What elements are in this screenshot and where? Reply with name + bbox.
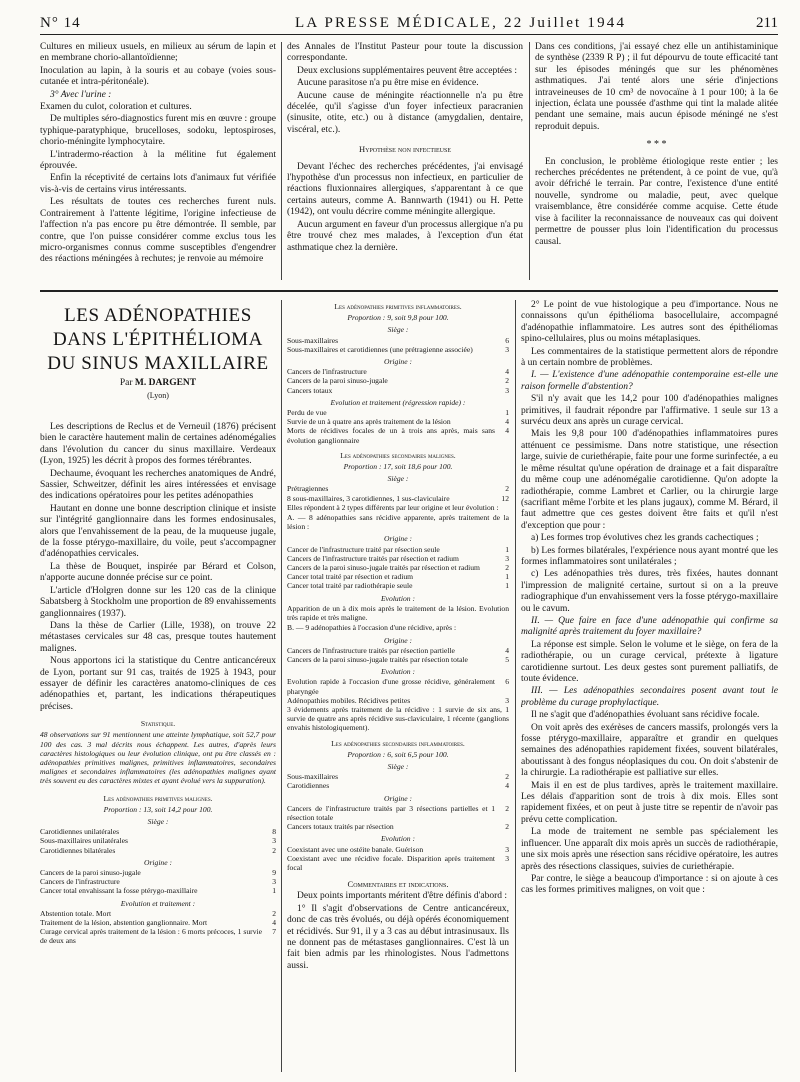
column-divider	[515, 300, 516, 1072]
table-proportion: Proportion : 6, soit 6,5 pour 100.	[347, 749, 449, 759]
table-subheading: Siège :	[387, 474, 409, 484]
table-note: B. — 9 adénopathies à l'occasion d'une récidive, après :	[287, 623, 457, 633]
top-column-1	[40, 42, 276, 282]
table-row: Cancers totaux traités par résection 2	[287, 822, 509, 832]
page-header	[40, 13, 778, 35]
paragraph: Mais les 9,8 pour 100 d'adénopathies inflammatoires pures atténuent ce pessimisme. Dans notre statistique, une résection large, suivie de curiethérapie, faite pour une forme surinfectée, a eu le même résultat qu'une opération de drainage et a fait disparaître du même coup une adénomégalie carotidienne. Qu'on adopte la radiothérapie, comme Lambret et Carlier, ou la chirurgie large (sacrifiant même l'orbite et les plans jugaux), comme M. Bérard, il faut admettre que ces gestes doivent être faits et qu'il n'est d'exception que pour :	[521, 429, 778, 531]
paragraph: Il ne s'agit que d'adénopathies évoluant sans récidive focale.	[531, 710, 760, 721]
paragraph: Hautant en donne une bonne description clinique et insiste sur l'intégrité ganglionnaire dans les formes endosinusales, alors que l'envahissement de la peau, de la muqueuse jugale, de la fosse ptérygo-maxillaire, du voile, peut s'accompagner d'adénopathies cervicales.	[40, 503, 276, 560]
paragraph: Aucune parasitose n'a pu être mise en évidence.	[297, 78, 479, 89]
table-title: Les adénopathies secondaires inflammatoires.	[331, 738, 465, 748]
paragraph: Dans ces conditions, j'ai essayé chez elle un antihistaminique de synthèse (2339 R P) ; il fut dépourvu de toute efficacité tant sur les épisodes méningés que sur les phénomènes asthmatiques. J'ai tenté alors une série d'injections intraveineuses de 10 cm³ de novocaïne à 1 pour 100; à la 6e injection, éclata une poussée d'asthme qui tint la malade alitée pendant une semaine, mais aucun épisode méningé ne s'est reproduit depuis.	[535, 42, 778, 132]
table-row: Evolution rapide à l'occasion d'une grosse récidive, généralement pharyngée 6	[287, 677, 509, 696]
table-note: Elles répondent à 2 types différents par leur origine et leur évolution :	[287, 502, 499, 512]
paragraph: I. — L'existence d'une adénopathie contemporaine est-elle une raison formelle d'abstention?	[521, 370, 778, 392]
table-title: Les adénopathies secondaires malignes.	[340, 450, 456, 460]
table-row: Cancers de l'infrastructure traités par résection et radium 3	[287, 553, 509, 563]
table-row: Morts de récidives focales de un à trois ans après, mais sans évolution ganglionnaire 4	[287, 426, 509, 445]
paragraph: 2° Le point de vue histologique a peu d'importance. Nous ne connaissons qu'un épithélioma basocellulaire, accompagné d'adénopathie inflammatoire. Les autres sont des épithéliomas spino-cellulaires, plus ou moins métaplasiques.	[521, 300, 778, 345]
table-proportion: Proportion : 9, soit 9,8 pour 100.	[347, 313, 449, 323]
table-row: Coexistant avec une récidive focale. Disparition après traitement focal 3	[287, 853, 509, 872]
paragraph: Dans la thèse de Carlier (Lille, 1938), on trouve 22 métastases cervicales sur 48 cas, presque toutes hautement malignes.	[40, 620, 276, 654]
table-note: 3 évidements après traitement de la récidive : 1 survie de six ans, 1 survie de quatre ans après récidive sus-claviculaire, 1 récente (ganglions envahis histologiquement).	[287, 704, 509, 733]
statistics-block	[40, 719, 276, 945]
table-row: Cancer de l'infrastructure traité par résection seule 1	[287, 544, 509, 554]
paragraph: Devant l'échec des recherches précédentes, j'ai envisagé l'hypothèse d'un processus non infectieux, en particulier de réactions fluxionnaires allergiques, s'apparentant à ce que certains auteurs, comme A. Bannwarth (1941) ou H. Pette (1942), ont voulu décrire comme méningite allergique.	[287, 161, 523, 218]
paragraph: Aucun argument en faveur d'un processus allergique n'a pu être trouvé chez mes malades, à l'exception d'un état asthmatique chez la dernière.	[287, 219, 523, 253]
paragraph: Les résultats de toutes ces recherches furent nuls. Contrairement à l'attente légitime, l'origine infectieuse de l'affection n'a pas encore pu être démontrée. Il semble, par contre, que l'on puisse considérer comme exclus tous les micro-organismes connus comme susceptibles d'engendrer des réactions méningées à rechutes; je renvoie au mémoire	[40, 197, 276, 265]
table-row: Sous-maxillaires 2	[287, 772, 509, 782]
table-row: Sous-maxillaires et carotidiennes (une prétragienne associée) 3	[287, 344, 509, 354]
table-subheading: Origine :	[383, 357, 413, 367]
article-column-2	[287, 300, 509, 1072]
table-proportion: Proportion : 13, soit 14,2 pour 100.	[103, 804, 213, 814]
author-city: (Lyon)	[147, 391, 169, 400]
paragraph: De multiples séro-diagnostics furent mis en œuvre : groupe typhique-paratyphique, brucelloses, sodoku, leptospiroses, chorio-méningite lymphocytaire.	[40, 114, 276, 148]
table-subheading: Evolution :	[381, 667, 415, 677]
column-divider	[529, 42, 530, 280]
table-subheading: Origine :	[383, 534, 413, 544]
paragraph: La thèse de Bouquet, inspirée par Bérard et Colson, n'apporte aucune donnée précise sur ce point.	[40, 561, 276, 584]
paragraph: Cultures en milieux usuels, en milieux au sérum de lapin et en membrane chorio-allantoïdienne;	[40, 42, 276, 64]
paragraph: Examen du culot, coloration et cultures.	[40, 102, 192, 113]
section-separator: * * *	[646, 139, 667, 151]
table-subheading: Origine :	[143, 857, 173, 867]
table-row: Cancers de l'infrastructure 3	[40, 877, 276, 887]
table-subheading: Origine :	[383, 793, 413, 803]
top-column-3	[535, 42, 778, 282]
table-row: Cancers de la paroi sinuso-jugale 9	[40, 868, 276, 877]
table-subheading: Siège :	[147, 816, 169, 826]
paragraph: S'il n'y avait que les 14,2 pour 100 d'adénopathies malignes primitives, il faudrait répondre par l'affirmative. 1 seule sur 13 a survécu deux ans après un curage cervical.	[521, 394, 778, 428]
statistics-heading: Statistique.	[140, 719, 176, 729]
paragraph: Aucune cause de méningite réactionnelle n'a pu être décelée, qu'il s'agisse d'un foyer infectieux paracranien (sinusite, otite, etc.) ou à distance (amygdalien, dentaire, viscéral, etc.).	[287, 90, 523, 135]
table-row: Cancer total traité par radiothérapie seule 1	[287, 581, 509, 591]
table-row: Cancer total traité par résection et radium 1	[287, 572, 509, 582]
paragraph: Les descriptions de Reclus et de Verneuil (1876) précisent bien le caractère hautement malin de certaines adénomégalies dans l'évolution du cancer du sinus maxillaire. Verdeaux (Lyon, 1925) les décrit à propos des formes térébrantes.	[40, 422, 276, 467]
table-row: Carotidiennes 4	[287, 781, 509, 791]
table-title: Les adénopathies primitives inflammatoires.	[334, 302, 462, 311]
paragraph: Deux exclusions supplémentaires peuvent être acceptées :	[297, 65, 517, 76]
table-note: Apparition de un à dix mois après le traitement de la lésion. Evolution très rapide et très maligne.	[287, 603, 509, 623]
table-title: Les adénopathies primitives malignes.	[103, 793, 213, 803]
paragraph: Deux points importants méritent d'être définis d'abord :	[297, 891, 508, 902]
table-note: A. — 8 adénopathies sans récidive apparente, après traitement de la lésion :	[287, 513, 509, 532]
table-row: Cancers totaux 3	[287, 385, 509, 395]
paragraph: 1° Il s'agit d'observations de Centre anticancéreux, donc de cas très évolués, ou déjà opérés économiquement et récidivés. Sur 91, il y a 3 cas au début intrasinusaux. Ils ne donnent pas de métastases ganglionnaires. C'est là un fait bien admis par les rhinologistes. Nous l'admettons aussi.	[287, 903, 509, 971]
paragraph: On voit après des exérèses de cancers massifs, prolongés vers la fosse ptérygo-maxillaire, apparaître et grandir en quelques semaines des adénopathies rapidement fixées, souvent bilatérales, aboutissant à des fongus néoplasiques du cou. On doit s'abstenir de la chirurgie. La radiothérapie est palliative sur elles.	[521, 722, 778, 779]
table-row: Perdu de vue 1	[287, 408, 509, 418]
page-number: 211	[756, 15, 778, 31]
paragraph: En conclusion, le problème étiologique reste entier ; les recherches précédentes ne prétendent, à ce point de vue, qu'à avoir défriché le terrain. Par contre, l'existence d'une entité nouvelle, syndrome ou maladie, peut, avec quelque vraisemblance, être considérée comme acquise. Cette étude vise à faciliter la reconnaissance de nouveaux cas qui doivent permettre de pousser plus loin l'identification du processus causal.	[535, 156, 778, 247]
table-row: Abstention totale. Mort 2	[40, 908, 276, 918]
paragraph: L'article d'Holgren donne sur les 120 cas de la clinique Sabatsberg à Stockholm une proportion de 89 envahissements ganglionnaires (1937).	[40, 585, 276, 619]
table-row: Sous-maxillaires 6	[287, 335, 509, 345]
table-row: Survie de un à quatre ans après traitement de la lésion 4	[287, 417, 509, 427]
paragraph: a) Les formes trop évolutives chez les grands cachectiques ;	[531, 533, 759, 544]
table-row: Cancers de l'infrastructure traités par 3 résections partielles et 1 résection totale 2	[287, 803, 509, 822]
table-subheading: Evolution :	[381, 593, 415, 603]
table-subheading: Evolution et traitement (régression rapide) :	[330, 397, 466, 407]
section-heading: Hypothèse non infectieuse	[358, 144, 452, 155]
table-row: Prétragiennes 2	[287, 484, 509, 494]
table-row: 8 sous-maxillaires, 3 carotidiennes, 1 sus-claviculaire 12	[287, 493, 509, 503]
paragraph: Par contre, le siège a beaucoup d'importance : si on ajoute à ces cas les formes primitives malignes, on voit que :	[521, 873, 778, 896]
top-column-2	[287, 42, 523, 282]
table-row: Sous-maxillaires unilatérales 3	[40, 836, 276, 846]
paragraph: La réponse est simple. Selon le volume et le siège, on fera de la radiothérapie, ou un curage cervical, prétexte à ligature carotidienne surtout. Les deux gestes sont purement palliatifs, de toute évidence.	[521, 639, 778, 684]
paragraph: Mais il en est de plus tardives, après le traitement maxillaire. Les délais d'apparition sont de trois à dix mois. Elles sont rapidement fixées, et on peut à juste titre se repentir de n'avoir pas prévu cette complication.	[521, 780, 778, 825]
paragraph: 3° Avec l'urine :	[50, 89, 112, 100]
paragraph: II. — Que faire en face d'une adénopathie qui confirme sa malignité après traitement du foyer maxillaire?	[521, 615, 778, 638]
table-subheading: Siège :	[387, 325, 409, 335]
article-title: LES ADÉNOPATHIES DANS L'ÉPITHÉLIOMA DU SINUS MAXILLAIRE	[47, 305, 269, 374]
journal-title: LA PRESSE MÉDICALE, 22 Juillet 1944	[295, 15, 627, 31]
table-row: Cancers de l'infrastructure 4	[287, 367, 509, 377]
article-author: Par M. DARGENT	[119, 378, 197, 388]
paragraph: c) Les adénopathies très dures, très fixées, hautes donnant l'impression de malignité certaine, surtout si on a la preuve radiographique d'un envahissement vers la fosse ptérygo-maxillaire ou le cavum.	[521, 569, 778, 614]
column-divider	[281, 42, 282, 280]
column-divider	[281, 300, 282, 1072]
paragraph: III. — Les adénopathies secondaires posent avant tout le problème du curage prophylactique.	[521, 686, 778, 708]
statistics-intro: 48 observations sur 91 mentionnent une atteinte lymphatique, soit 52,7 pour 100 des cas. 3 mal décrits nous échappent. Les autres, d'après leurs caractères histologiques ou leur évolution clinique, ont pu être classés en : adénopathies primitives malignes, primitives inflammatoires, secondaires malignes et secondaires inflammatoires (les adénopathies malignes ayant très souvent eu des caractères mixtes et ayant évolué vers la suppuration).	[40, 730, 276, 786]
table-row: Carotidiennes bilatérales 2	[40, 845, 276, 855]
table-subheading: Evolution et traitement :	[120, 898, 196, 908]
table-row: Cancers de la paroi sinuso-jugale traités par résection totale 5	[287, 654, 509, 664]
section-heading: Commentaires et indications.	[347, 879, 449, 890]
table-row: Adénopathies mobiles. Récidives petites 3	[287, 695, 509, 705]
paragraph: des Annales de l'Institut Pasteur pour toute la discussion correspondante.	[287, 42, 523, 64]
paragraph: Inoculation au lapin, à la souris et au cobaye (voies sous-cutanée et intra-péritonéale).	[40, 65, 276, 88]
paragraph: Nous apportons ici la statistique du Centre anticancéreux de Lyon, portant sur 91 cas, traités de 1925 à 1943, pour essayer de définir les caractères anatomo-cliniques de ces adénopathies et, partant, les indications thérapeutiques précises.	[40, 656, 276, 712]
table-subheading: Siège :	[387, 761, 409, 771]
table-row: Carotidiennes unilatérales 8	[40, 827, 276, 837]
paragraph: La mode de traitement ne semble pas spécialement les influencer. Une apparaît dix mois après un succès de radiothérapie, une six mois après une résection sans récidive opératoire, les autres après des résections classiques, suivies de curiethérapie.	[521, 827, 778, 872]
table-row: Cancers de l'infrastructure traités par résection partielle 4	[287, 645, 509, 655]
paragraph: b) Les formes bilatérales, l'expérience nous ayant montré que les formes inflammatoires sont unilatérales ;	[521, 545, 778, 567]
paragraph: Dechaume, évoquant les recherches anatomiques de André, Sassier, Schweitzer, définit les aires intéressées et envisage des indications opératoires pour les petites adénopathies	[40, 468, 276, 502]
paragraph: L'intradermo-réaction à la mélitine fut également éprouvée.	[40, 149, 276, 172]
table-row: Traitement de la lésion, abstention ganglionnaire. Mort 4	[40, 918, 276, 928]
table-row: Coexistant avec une ostéite banale. Guérison 3	[287, 844, 509, 854]
section-divider	[40, 290, 778, 292]
table-row: Cancer total envahissant la fosse ptérygo-maxillaire 1	[40, 886, 276, 896]
table-row: Cancers de la paroi sinuso-jugale traités par résection et radium 2	[287, 563, 509, 573]
issue-number: N° 14	[40, 15, 81, 31]
table-subheading: Evolution :	[381, 834, 415, 844]
table-row: Curage cervical après traitement de la lésion : 6 morts précoces, 1 survie de deux ans 7	[40, 927, 276, 946]
table-subheading: Origine :	[383, 635, 413, 645]
table-row: Cancers de la paroi sinuso-jugale 2	[287, 376, 509, 386]
article-column-1	[40, 422, 276, 1072]
paragraph: Les commentaires de la statistique permettent alors de répondre à un certain nombre de problèmes.	[521, 346, 778, 369]
article-column-3	[521, 300, 778, 1072]
comments-block	[287, 891, 509, 972]
paragraph: Enfin la réceptivité de certains lots d'animaux fut vérifiée vis-à-vis de certains virus intéressants.	[40, 173, 276, 195]
table-proportion: Proportion : 17, soit 18,6 pour 100.	[343, 462, 453, 472]
